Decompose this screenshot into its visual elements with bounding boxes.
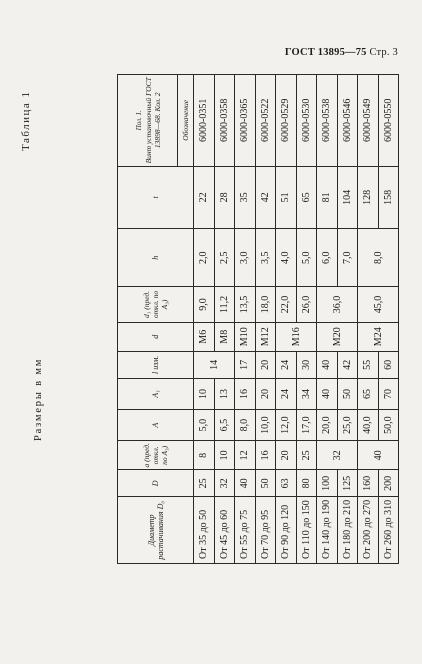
cell-A1: 10 bbox=[194, 378, 215, 409]
cell-t: 65 bbox=[296, 166, 317, 228]
cell-h: 7,0 bbox=[337, 229, 358, 287]
cell-d1: 26,0 bbox=[296, 287, 317, 322]
cell-A1: 70 bbox=[378, 378, 399, 409]
cell-d1: 45,0 bbox=[358, 287, 399, 322]
cell-t: 35 bbox=[235, 166, 256, 228]
col-screw bbox=[118, 75, 178, 167]
cell-d1: 13,5 bbox=[235, 287, 256, 322]
standard-number: ГОСТ 13895—75 bbox=[284, 47, 367, 58]
cell-l: 40 bbox=[317, 351, 338, 378]
cell-D: 63 bbox=[276, 470, 297, 497]
col-t: t bbox=[118, 166, 194, 228]
dimensions-table-wrapper bbox=[117, 74, 399, 564]
cell-d1: 9,0 bbox=[194, 287, 215, 322]
cell-D: 160 bbox=[358, 470, 379, 497]
cell-a: 25 bbox=[296, 441, 317, 470]
sizes-caption: Размеры в мм bbox=[33, 357, 44, 441]
cell-d: М16 bbox=[276, 322, 317, 351]
cell-D: 32 bbox=[214, 470, 235, 497]
cell-a: 16 bbox=[255, 441, 276, 470]
cell-h: 4,0 bbox=[276, 229, 297, 287]
cell-A1: 24 bbox=[276, 378, 297, 409]
cell-diameter: От 45 до 60 bbox=[214, 497, 235, 564]
cell-diameter: От 70 до 95 bbox=[255, 497, 276, 564]
cell-designation: 6000-0351 bbox=[194, 75, 215, 167]
cell-diameter: От 140 до 190 bbox=[317, 497, 338, 564]
cell-l: 30 bbox=[296, 351, 317, 378]
cell-t: 22 bbox=[194, 166, 215, 228]
cell-A1: 16 bbox=[235, 378, 256, 409]
cell-A: 40,0 bbox=[358, 410, 379, 441]
cell-h: 5,0 bbox=[296, 229, 317, 287]
cell-A: 25,0 bbox=[337, 410, 358, 441]
cell-d1: 22,0 bbox=[276, 287, 297, 322]
cell-l: 42 bbox=[337, 351, 358, 378]
cell-t: 128 bbox=[358, 166, 379, 228]
col-d: d bbox=[118, 322, 194, 351]
cell-l: 14 bbox=[194, 351, 235, 378]
cell-h: 2,5 bbox=[214, 229, 235, 287]
cell-designation: 6000-0529 bbox=[276, 75, 297, 167]
cell-t: 81 bbox=[317, 166, 338, 228]
col-l: l изм. bbox=[118, 351, 194, 378]
cell-A1: 20 bbox=[255, 378, 276, 409]
table-row bbox=[358, 75, 379, 564]
cell-l: 60 bbox=[378, 351, 399, 378]
col-diameter: Диаметр растачивания D₀ bbox=[118, 497, 194, 564]
col-D: D bbox=[118, 470, 194, 497]
col-h: h bbox=[118, 229, 194, 287]
cell-diameter: От 260 до 310 bbox=[378, 497, 399, 564]
cell-designation: 6000-0546 bbox=[337, 75, 358, 167]
cell-d1: 11,2 bbox=[214, 287, 235, 322]
cell-designation: 6000-0530 bbox=[296, 75, 317, 167]
table-row bbox=[276, 75, 297, 564]
cell-a: 40 bbox=[358, 441, 399, 470]
cell-A: 5,0 bbox=[194, 410, 215, 441]
col-A1: A₁ bbox=[118, 378, 194, 409]
table-row bbox=[296, 75, 317, 564]
col-a: a (пред. откл. по A₃) bbox=[118, 441, 194, 470]
cell-d: М20 bbox=[317, 322, 358, 351]
cell-l: 55 bbox=[358, 351, 379, 378]
cell-D: 25 bbox=[194, 470, 215, 497]
cell-t: 104 bbox=[337, 166, 358, 228]
col-designation: Обозначение bbox=[178, 75, 194, 167]
cell-A1: 65 bbox=[358, 378, 379, 409]
cell-t: 51 bbox=[276, 166, 297, 228]
cell-h: 3,5 bbox=[255, 229, 276, 287]
cell-d: М12 bbox=[255, 322, 276, 351]
cell-h: 8,0 bbox=[358, 229, 399, 287]
col-screw-label: Винт установочный ГОСТ 13898—68. Кол. 2 bbox=[143, 77, 162, 164]
table-row bbox=[214, 75, 235, 564]
cell-a: 32 bbox=[317, 441, 358, 470]
table-row bbox=[255, 75, 276, 564]
cell-designation: 6000-0538 bbox=[317, 75, 338, 167]
cell-d: М24 bbox=[358, 322, 399, 351]
cell-D: 100 bbox=[317, 470, 338, 497]
cell-diameter: От 180 до 210 bbox=[337, 497, 358, 564]
cell-diameter: От 55 до 75 bbox=[235, 497, 256, 564]
cell-A1: 34 bbox=[296, 378, 317, 409]
cell-a: 12 bbox=[235, 441, 256, 470]
cell-d: М10 bbox=[235, 322, 256, 351]
col-screw-sub: Пол. 1. bbox=[134, 110, 143, 131]
page-header bbox=[285, 47, 398, 58]
cell-designation: 6000-0365 bbox=[235, 75, 256, 167]
cell-D: 80 bbox=[296, 470, 317, 497]
cell-a: 20 bbox=[276, 441, 297, 470]
cell-designation: 6000-0550 bbox=[378, 75, 399, 167]
cell-D: 125 bbox=[337, 470, 358, 497]
cell-A: 17,0 bbox=[296, 410, 317, 441]
col-A: A bbox=[118, 410, 194, 441]
cell-A: 12,0 bbox=[276, 410, 297, 441]
page-number: Стр. 3 bbox=[369, 47, 398, 58]
cell-A: 6,5 bbox=[214, 410, 235, 441]
cell-h: 2,0 bbox=[194, 229, 215, 287]
cell-l: 20 bbox=[255, 351, 276, 378]
cell-h: 3,0 bbox=[235, 229, 256, 287]
cell-d1: 18,0 bbox=[255, 287, 276, 322]
table-row bbox=[235, 75, 256, 564]
cell-a: 10 bbox=[214, 441, 235, 470]
col-d1: d₁ (пред. откл. по A₃) bbox=[118, 287, 194, 322]
dimensions-table bbox=[117, 74, 399, 564]
cell-a: 8 bbox=[194, 441, 215, 470]
cell-diameter: От 110 до 150 bbox=[296, 497, 317, 564]
header-row bbox=[118, 75, 178, 564]
cell-A: 8,0 bbox=[235, 410, 256, 441]
cell-A: 20,0 bbox=[317, 410, 338, 441]
cell-h: 6,0 bbox=[317, 229, 338, 287]
cell-d: М6 bbox=[194, 322, 215, 351]
cell-D: 50 bbox=[255, 470, 276, 497]
cell-D: 200 bbox=[378, 470, 399, 497]
table-row bbox=[194, 75, 215, 564]
cell-A: 50,0 bbox=[378, 410, 399, 441]
cell-designation: 6000-0522 bbox=[255, 75, 276, 167]
cell-A1: 13 bbox=[214, 378, 235, 409]
cell-diameter: От 35 до 50 bbox=[194, 497, 215, 564]
cell-D: 40 bbox=[235, 470, 256, 497]
cell-t: 158 bbox=[378, 166, 399, 228]
cell-diameter: От 200 до 270 bbox=[358, 497, 379, 564]
cell-l: 17 bbox=[235, 351, 256, 378]
cell-d1: 36,0 bbox=[317, 287, 358, 322]
cell-t: 28 bbox=[214, 166, 235, 228]
cell-A1: 40 bbox=[317, 378, 338, 409]
table-row bbox=[317, 75, 338, 564]
cell-designation: 6000-0358 bbox=[214, 75, 235, 167]
cell-d: М8 bbox=[214, 322, 235, 351]
table-title: Таблица 1 bbox=[20, 90, 32, 151]
cell-diameter: От 90 до 120 bbox=[276, 497, 297, 564]
cell-t: 42 bbox=[255, 166, 276, 228]
cell-l: 24 bbox=[276, 351, 297, 378]
cell-designation: 6000-0549 bbox=[358, 75, 379, 167]
cell-A: 10,0 bbox=[255, 410, 276, 441]
cell-A1: 50 bbox=[337, 378, 358, 409]
